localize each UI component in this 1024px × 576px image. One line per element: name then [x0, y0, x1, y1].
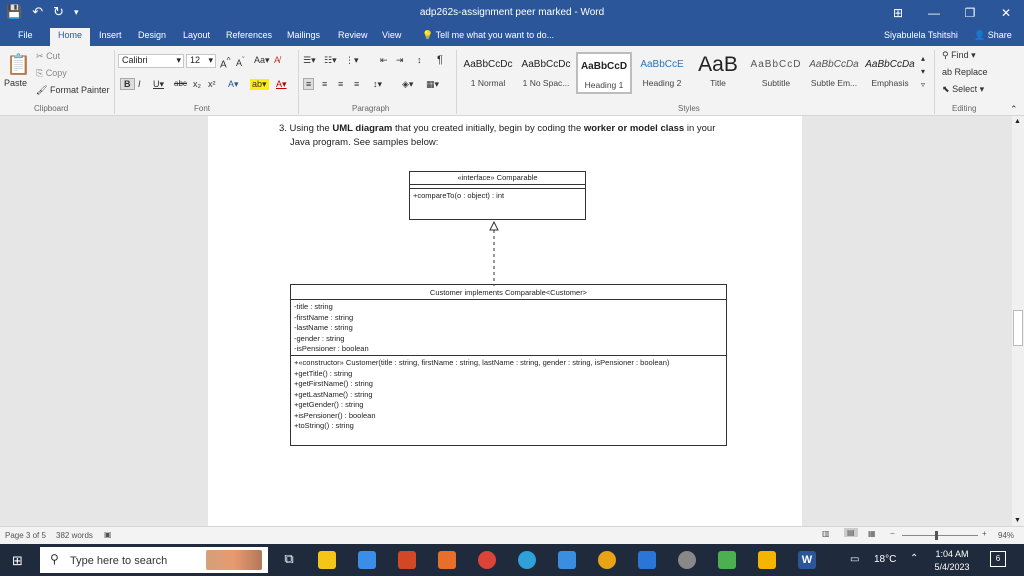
line-spacing-icon[interactable]: ↕▾	[373, 79, 383, 89]
uml-interface-method: +compareTo(o : object) : int	[413, 191, 505, 200]
change-case-icon[interactable]: Aa▾	[254, 55, 270, 65]
style-no-spacing[interactable]	[518, 52, 574, 94]
status-bar	[0, 526, 1024, 544]
edge-icon[interactable]	[518, 551, 536, 569]
replace-icon: ab	[942, 67, 953, 77]
font-group-label: Font	[194, 104, 211, 113]
style-title[interactable]	[690, 52, 746, 94]
subscript-button[interactable]: x₂	[193, 79, 201, 89]
temperature[interactable]: 18°C	[874, 554, 897, 565]
app-icon[interactable]	[718, 551, 736, 569]
uml-attribute: -lastName : string	[294, 323, 353, 332]
scissors-icon: ✂	[36, 51, 44, 61]
zoom-slider[interactable]	[902, 535, 978, 536]
minimize-button[interactable]: —	[928, 6, 940, 20]
format-painter-button[interactable]	[36, 85, 109, 96]
editing-group-label: Editing	[952, 104, 977, 113]
cursor-icon: ⬉	[942, 84, 950, 94]
tab-file[interactable]: File	[18, 30, 33, 40]
powerpoint-icon[interactable]	[398, 551, 416, 569]
styles-group-label: Styles	[678, 104, 700, 113]
task-view-icon[interactable]: ⧉	[284, 551, 294, 566]
decrease-indent-icon[interactable]: ⇤	[380, 55, 388, 65]
app-icon[interactable]	[438, 551, 456, 569]
user-name[interactable]: Siyabulela Tshitshi	[884, 30, 958, 40]
style-normal[interactable]	[460, 52, 516, 94]
sort-icon[interactable]: ↕	[417, 55, 422, 65]
uml-method: +isPensioner() : boolean	[294, 410, 376, 420]
share-button[interactable]	[966, 29, 1020, 46]
tab-mailings[interactable]: Mailings	[287, 30, 321, 40]
customize-qat-icon[interactable]: ▾	[74, 7, 79, 17]
zoom-slider-thumb[interactable]	[935, 531, 938, 540]
paste-button[interactable]: Paste	[4, 78, 28, 88]
superscript-button[interactable]: x²	[208, 79, 216, 89]
style-subtle-emphasis[interactable]	[806, 52, 862, 94]
chevron-down-icon: ▾	[176, 55, 181, 65]
uml-interface-box	[409, 171, 586, 220]
search-placeholder: Type here to search	[70, 555, 168, 567]
clipboard-group-label: Clipboard	[34, 104, 69, 113]
uml-method: +getLastName() : string	[294, 389, 373, 399]
tab-design[interactable]: Design	[138, 30, 167, 40]
tell-me-text: Tell me what you want to do...	[435, 30, 555, 40]
windows-start-icon[interactable]: ⊞	[12, 553, 23, 568]
scroll-thumb[interactable]	[1013, 310, 1023, 346]
paste-icon[interactable]: 📋	[6, 54, 31, 76]
select-label: Select	[952, 84, 978, 94]
notification-icon[interactable]	[990, 551, 1006, 567]
format-painter-label: Format Painter	[49, 85, 110, 95]
brush-icon: 🖌	[36, 85, 48, 95]
cut-label: Cut	[46, 51, 61, 61]
uml-attribute: -firstName : string	[294, 312, 354, 322]
align-center-icon[interactable]: ≡	[322, 79, 328, 89]
ribbon	[0, 46, 1024, 116]
title-bar	[0, 0, 1024, 26]
style-name: Heading 1	[584, 80, 624, 90]
highlight-icon[interactable]: ab▾	[252, 79, 267, 89]
uml-attributes	[291, 300, 726, 356]
uml-interface-title: «interface» Comparable	[410, 172, 585, 185]
justify-icon[interactable]: ≡	[354, 79, 360, 89]
font-size-value: 12	[190, 55, 201, 65]
redo-icon[interactable]: ↻	[53, 4, 64, 19]
ribbon-tabs	[0, 26, 1024, 46]
style-sample: AaBbCcE	[640, 59, 684, 70]
document-area	[0, 116, 1012, 526]
zoom-out-icon[interactable]: −	[890, 529, 895, 538]
chrome-icon[interactable]	[478, 551, 496, 569]
word-icon[interactable]: W	[798, 551, 816, 569]
align-left-icon[interactable]: ≡	[303, 78, 314, 90]
style-sample: AaBbCcDc	[463, 59, 513, 70]
style-sample: AaBbCcDc	[521, 59, 571, 70]
uml-methods	[291, 356, 726, 434]
uml-attribute: -gender : string	[294, 333, 345, 343]
store-icon[interactable]	[358, 551, 376, 569]
replace-label: Replace	[954, 67, 988, 77]
text-effects-icon[interactable]: A▾	[228, 79, 239, 89]
style-sample: AaBbCcDa	[865, 59, 915, 70]
style-emphasis[interactable]	[862, 52, 918, 94]
paragraph-group-label: Paragraph	[352, 104, 390, 113]
scroll-up-icon[interactable]: ▲	[1014, 118, 1021, 125]
ribbon-display-options-icon[interactable]: ⊞	[892, 6, 904, 20]
app-icon[interactable]	[598, 551, 616, 569]
search-highlight-image	[206, 550, 262, 570]
notification-count: 6	[995, 554, 1001, 563]
multilevel-list-icon[interactable]: ⋮▾	[345, 55, 359, 65]
style-name: Heading 2	[642, 78, 682, 88]
uml-attribute: -title : string	[294, 302, 333, 311]
vertical-scrollbar[interactable]	[1012, 116, 1024, 526]
uml-class-title: Customer implements Comparable<Customer>	[291, 285, 726, 300]
numbering-icon[interactable]: ☷▾	[324, 55, 337, 65]
app-icon[interactable]	[758, 551, 776, 569]
document-page[interactable]	[208, 116, 802, 526]
weather-icon[interactable]: ▭	[850, 554, 860, 565]
person-icon: 👤	[974, 30, 986, 40]
pilcrow-icon[interactable]: ¶	[437, 54, 443, 66]
tab-home[interactable]: Home	[50, 28, 90, 46]
save-icon[interactable]: 💾	[6, 4, 23, 19]
web-layout-icon[interactable]: ▦	[868, 529, 876, 538]
font-name-value: Calibri	[122, 55, 148, 65]
scroll-down-icon[interactable]: ▼	[1014, 517, 1021, 524]
instruction-text-line2: Java program. See samples below:	[290, 137, 439, 148]
uml-method: +getTitle() : string	[294, 368, 353, 378]
zoom-level[interactable]: 94%	[998, 531, 1015, 540]
page-count[interactable]: Page 3 of 5	[5, 531, 46, 540]
bold-button[interactable]: B	[120, 78, 135, 90]
style-name: Subtle Em...	[810, 78, 858, 88]
style-name: Emphasis	[871, 78, 909, 88]
clear-format-icon[interactable]: A̸	[274, 55, 281, 65]
increase-indent-icon[interactable]: ⇥	[396, 55, 404, 65]
style-name: Subtitle	[761, 78, 791, 88]
tab-references[interactable]: References	[226, 30, 273, 40]
file-explorer-icon[interactable]	[318, 551, 336, 569]
tell-me-box[interactable]	[414, 29, 562, 46]
disc-icon[interactable]	[678, 551, 696, 569]
search-icon: ⚲	[942, 50, 949, 60]
instruction-bold: UML diagram	[332, 123, 393, 134]
undo-icon[interactable]: ↶	[32, 4, 44, 19]
copy-label: Copy	[45, 68, 67, 78]
tab-insert[interactable]: Insert	[99, 30, 122, 40]
replace-button[interactable]	[942, 67, 988, 77]
taskbar	[0, 544, 1024, 576]
style-sample: AaBbCcDa	[809, 59, 859, 70]
uml-class-box	[290, 284, 727, 446]
style-name: 1 No Spac...	[522, 78, 570, 88]
read-mode-icon[interactable]: ▥	[822, 529, 830, 538]
close-button[interactable]: ✕	[1000, 6, 1012, 20]
chevron-up-icon[interactable]: ⌃	[910, 553, 919, 564]
style-sample: AaB	[698, 53, 738, 76]
borders-icon[interactable]: ▦▾	[426, 79, 440, 89]
proofing-icon[interactable]: ▣	[104, 530, 112, 539]
copy-button[interactable]	[36, 68, 67, 79]
find-label: Find	[951, 50, 969, 60]
font-name-select[interactable]	[118, 54, 184, 68]
style-sample: AaBbCcD	[750, 59, 802, 70]
word-count[interactable]: 382 words	[56, 531, 93, 540]
print-layout-icon[interactable]: ▤	[844, 528, 858, 537]
shrink-font-icon[interactable]: $A^ˇ$	[236, 55, 245, 68]
grow-font-icon[interactable]: A^	[220, 55, 231, 71]
media-player-icon[interactable]	[638, 551, 656, 569]
instruction-text: in your	[684, 123, 716, 134]
instruction-text: that you created initially, begin by coding the	[392, 123, 584, 134]
uml-method: +getGender() : string	[294, 400, 364, 409]
clock[interactable]	[930, 549, 974, 572]
style-subtitle[interactable]	[748, 52, 804, 94]
tab-view[interactable]: View	[382, 30, 402, 40]
tab-layout[interactable]: Layout	[183, 30, 211, 40]
select-button[interactable]: ⬉ Select ▾	[942, 84, 985, 94]
chevron-down-icon: ▾	[208, 55, 213, 65]
taskbar-search-box[interactable]	[40, 547, 268, 573]
uml-realization-arrow	[484, 220, 504, 286]
style-name: 1 Normal	[470, 78, 506, 88]
underline-button[interactable]: U▾	[153, 79, 165, 89]
collapse-ribbon-icon[interactable]: ⌃	[1010, 104, 1018, 114]
share-label: Share	[987, 30, 1012, 40]
clock-time: 1:04 AM	[935, 549, 969, 559]
bullets-icon[interactable]: ☰▾	[303, 55, 316, 65]
uml-attribute: -isPensioner : boolean	[294, 344, 369, 353]
search-icon: ⚲	[50, 552, 59, 566]
align-right-icon[interactable]: ≡	[338, 79, 344, 89]
zoom-in-icon[interactable]: +	[982, 529, 987, 538]
style-heading-1[interactable]	[576, 52, 632, 94]
lightbulb-icon: 💡	[422, 30, 434, 40]
strikethrough-button[interactable]: abc	[174, 79, 187, 88]
style-sample: AaBbCcD	[580, 61, 628, 72]
uml-method: +getFirstName() : string	[294, 379, 373, 388]
instruction-text: 3. Using the	[279, 123, 333, 134]
style-name: Title	[710, 78, 726, 88]
cut-button[interactable]	[36, 51, 60, 62]
mail-icon[interactable]	[558, 551, 576, 569]
uml-method: +«constructor» Customer(title : string, firstName : string, lastName : string, gender : string, isPensioner : boolean)	[294, 358, 670, 367]
instruction-paragraph	[279, 122, 749, 150]
font-size-select[interactable]	[186, 54, 216, 68]
uml-method: +toString() : string	[294, 421, 354, 430]
copy-icon: ⎘	[36, 68, 44, 78]
clock-date: 5/4/2023	[934, 562, 970, 572]
window-title: adp262s-assignment peer marked - Word	[419, 7, 605, 18]
shading-icon[interactable]: ◈▾	[402, 79, 414, 89]
font-color-icon[interactable]: A▾	[276, 79, 287, 89]
find-button[interactable]: ⚲ Find ▾	[942, 50, 976, 60]
italic-button[interactable]: I	[138, 79, 141, 89]
styles-scroll[interactable]: ▴ ▾ ▿	[921, 54, 926, 89]
style-heading-2[interactable]	[634, 52, 690, 94]
tab-review[interactable]: Review	[338, 30, 368, 40]
instruction-bold: worker or model class	[583, 123, 685, 134]
maximize-button[interactable]: ❐	[964, 6, 976, 20]
